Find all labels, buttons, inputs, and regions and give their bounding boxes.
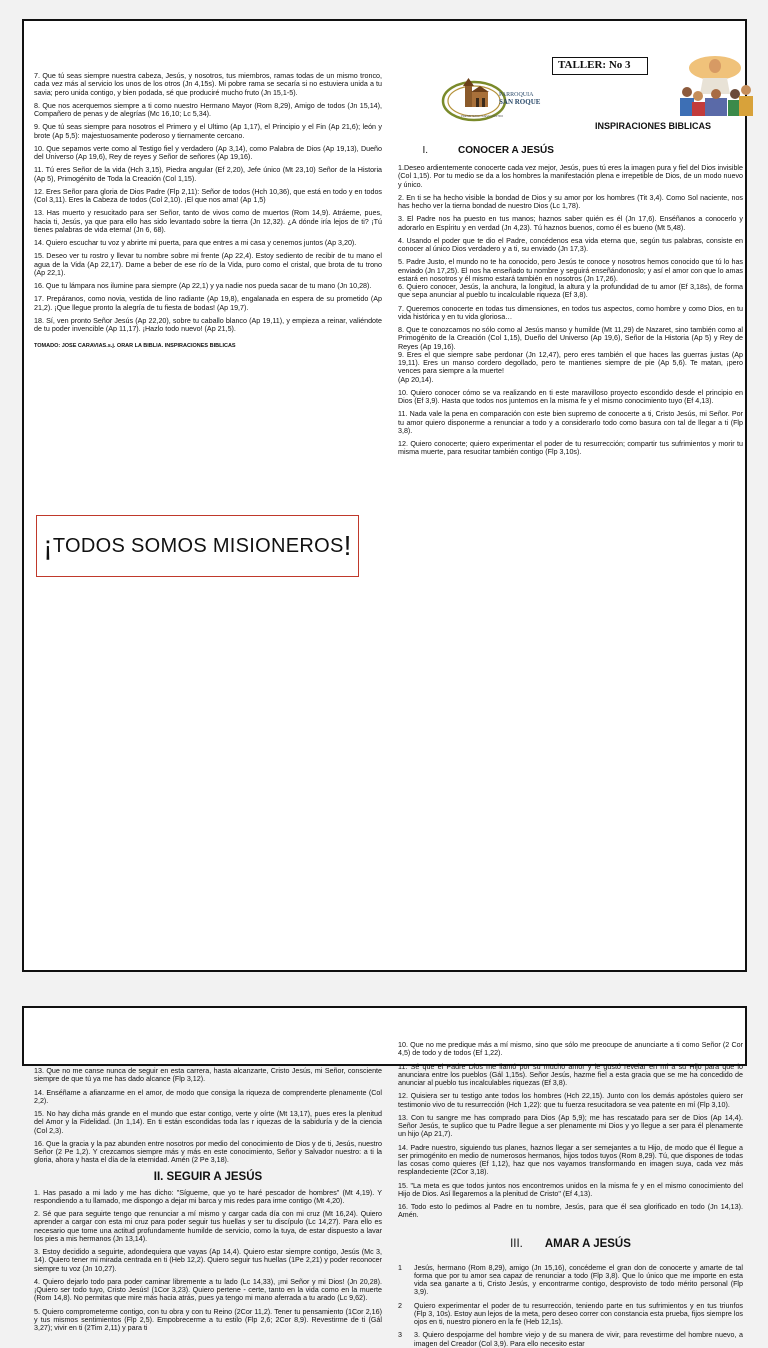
paragraph: 15. "La meta es que todos juntos nos encontremos unidos en la misma fe y en el mismo conocimiento del Hijo de Dios. Así llegaremos a la plenitud de Cristo" (Ef 4,13). (398, 1181, 743, 1198)
paragraph: 3. El Padre nos ha puesto en tus manos; haznos saber quién es él (Jn 17,6). Enséñanos a conocerlo y adorarlo en Espíritu y en verdad (Jn 4,23). Tú haznos buenos, como él es bueno (Mt 5,48). (398, 215, 743, 232)
paragraph: 7. Que tú seas siempre nuestra cabeza, Jesús, y nosotros, tus miembros, ramas todas de un mismo tronco, cada vez más al servicio los unos de los otros (Jn 4,15s). Mi pobre rama se secaría si no estuviera unida a tu savia; pero unida contigo, y bien podada, sé que produciré mucho fruto (Jn 15,1-5). (34, 72, 382, 97)
paragraph: 10. Que no me predique más a mí mismo, sino que sólo me preocupe de anunciarte a ti como Señor (2 Cor 4,5) de todo y de todos (Ef 1,22). (398, 1041, 743, 1058)
paragraph: 15. Deseo ver tu rostro y llevar tu nombre sobre mi frente (Ap 22,4). Estoy sediento de recibir de tu mano el agua de la Vida (Ap 22,17). Dame a beber de ese río de la Vida, puro como el cristal, que brota de tu trono (Ap 22,1). (34, 252, 382, 277)
list-text: Jesús, hermano (Rom 8,29), amigo (Jn 15,16), concédeme el gran don de conocerte y amarte de tal forma que por tu amor sea capaz de renunciar a todo (Flp 3,8). Que lo único que me importe en esta vida sea ganarte a ti, Cristo Jesús, y encontrarme contigo, desprovisto de todo mérito personal (Flp 3,9). (414, 1263, 743, 1297)
paragraph: 3. Estoy decidido a seguirte, adondequiera que vayas (Ap 14,4). Quiero estar siempre contigo, Jesús (Mc 3, 14). Quiero tener mi mirada centrada en ti (Heb 12,2). Quiero seguir tus huellas (1Pe 2,21) y poder reconocer siempre tu voz (Jn 10,27). (34, 1248, 382, 1273)
paragraph: 14. Quiero escuchar tu voz y abrirte mi puerta, para que entres a mi casa y cenemos juntos (Ap 3,20). (34, 239, 357, 247)
paragraph: 4. Quiero dejarlo todo para poder caminar libremente a tu lado (Lc 14,33), ¡mi Señor y mi Dios! (Jn 20,28). ¡Quiero ser todo tuyo, Cristo Jesús! (1Cor 3,23). Quiero pertene - certe, tanto en la vida como en la muerte (Rom 14,8). No permitas que mire más hacia atrás, pues ya tengo mi mano aferrada a tu arado (Lc 9,62). (34, 1277, 382, 1303)
paragraph: 4. Usando el poder que te dio el Padre, concédenos esa vida eterna que, según tus palabras, consiste en conocer al único Dios verdadero y a ti, su enviado (Jn 17,3). (398, 236, 743, 253)
list-number: 2 (398, 1301, 402, 1310)
mission-close-mark: ! (343, 530, 352, 561)
list-item (398, 1331, 743, 1348)
mission-banner (36, 515, 359, 577)
source-credit: TOMADO: JOSE CARAVIAS.s.j. ORAR LA BIBLIA. INSPIRACIONES BIBLICAS (34, 343, 236, 350)
paragraph: 10. Quiero conocer cómo se va realizando en ti este maravilloso proyecto escondido desde el principio en Dios (Ef 3,9). Hasta que todos nos juntemos en la misma fe y el mismo conocimiento tuyo (Ef 4,13). (398, 388, 743, 405)
page-2-right-column (398, 1041, 743, 1348)
paragraph: 8. Que te conozcamos no sólo como al Jesús manso y humilde (Mt 11,29) de Nazaret, sino también como al Primogénito de la Creación (Col 1,15), Dueño del Universo (Ap 19,6), Señor de la Historia (Ap 5) y Rey de Reyes (Ap 19,16). 9. Eres el que siempre sabe perdonar (Jn 12,47), pero eres también el que haces las guerras justas (Ap 19,11). Eres un manso cordero degollado, pero te mantienes siempre de pie (Ap 5,6). Te matan, ¡pero vences para siempre a la muerte! (Ap 20,14). (398, 326, 743, 384)
paragraph: 5. Quiero comprometerme contigo, con tu obra y con tu Reino (2Cor 11,2). Tener tu pensamiento (1Cor 2,16) y tus mismos sentimientos (Flp 2,5). Empobrecerme a tu estilo (Flp 2,6; 2Cor 8,9). Revestirme de ti (Gál 3,27); vivir en ti (2Tim 2,11) y para ti (34, 1307, 382, 1332)
paragraph: 11. Sé que el Padre Dios me llamó por su mucho amor y le gustó revelar en mí a su Hijo para que lo anunciara entre los pueblos (Gál 1,15s). Señor Jesús, hazme fiel a esta gracia que se me ha concedido de anunciar al pueblo tus incalculables riquezas (Ef 3,8). (398, 1062, 743, 1087)
paragraph: 2. Sé que para seguirte tengo que renunciar a mí mismo y cargar cada día con mi cruz (Mt 16,24). Quiero aprender a cargar con esta mi cruz para poder seguir tus huellas y ser tu discípulo (Lc 14,27). Para ello es necesario que tome una actitud profundamente humilde de servicio, como la tuya, de estar dispuesto a lavar los pies a mis hermanos (Jn 13,14). (34, 1210, 382, 1243)
left-paragraphs (34, 72, 382, 333)
paragraph: 11. Nada vale la pena en comparación con este bien supremo de conocerte a ti, Cristo Jesús, mi Señor. Por tu amor quiero disponerme a renunciar a todo y a considerarlo todo como basura con tal de llegar a ti (Flp 3,8). (398, 410, 743, 435)
list-number: 1 (398, 1263, 402, 1272)
paragraph: 14. Padre nuestro, siguiendo tus planes, haznos llegar a ser semejantes a tu Hijo, de modo que él llegue a ser primogénito en medio de numerosos hermanos, hijos todos tuyos (Rom 8,29). Tú, que dispones de todas las cosas como quieres (Ef 1,12), haz que nos vayamos transformando en imagen suya, cada vez más resplandeciente (2Cor 3,18). (398, 1143, 743, 1177)
page-2 (22, 1006, 747, 1348)
paragraph: 13. Que no me canse nunca de seguir en esta carrera, hasta alcanzarte, Cristo Jesús, mi Señor, consciente siempre de que tú ya me has dado alcance (Flp 3,12). (34, 1067, 382, 1084)
paragraph: 1.Deseo ardientemente conocerte cada vez mejor, Jesús, pues tú eres la imagen pura y fiel del Dios invisible (Col 1,15). Por tu medio se da a los hombres la manifestación plena e irrepetible de Dios, de un modo nuevo y único. (398, 164, 743, 189)
paragraph: 12. Quiero conocerte; quiero experimentar el poder de tu resurrección; compartir tus sufrimientos y morir tu misma muerte, para resucitar también contigo (Flp 3,10s). (398, 440, 743, 457)
paragraph: 18. Sí, ven pronto Señor Jesús (Ap 22,20), sobre tu caballo blanco (Ap 19,11), y empieza a reinar, valiéndote de tu poder invencible (Ap 11,17). ¡Hazlo todo nuevo! (Ap 21,5). (34, 316, 382, 333)
inspiraciones-heading: INSPIRACIONES BIBLICAS (595, 121, 712, 131)
paragraph: 15. No hay dicha más grande en el mundo que estar contigo, verte y oírte (Mt 13,17), pues eres la plenitud del Amor y la Fidelidad. (Jn 1,14). En ti están escondidas toda las r iquezas de la sabiduría y de la ciencia (Col 2,3). (34, 1110, 382, 1135)
paragraph: 2. En ti se ha hecho visible la bondad de Dios y su amor por los hombres (Tit 3,4). Como Sol naciente, nos has hecho ver la tierna bondad de nuestro Dios (Lc 1,78). (398, 193, 743, 210)
list-text: Quiero experimentar el poder de tu resurrección, teniendo parte en tus sufrimientos y en tus triunfos (Flp 3, 10s). Estoy aun lejos de la meta, pero deseo correr con constancia esta prueba, fijos siempre los ojos en ti, nuestro pionero en la fe (Heb 12,1s). (414, 1301, 743, 1326)
paragraph: 10. Que sepamos verte como al Testigo fiel y verdadero (Ap 3,14), como Palabra de Dios (Ap 19,13), Dueño del Universo (Ap 19,6), Rey de reyes y Señor de señores (Ap 19,16). (34, 144, 382, 161)
parish-logo (441, 76, 551, 122)
paragraph: 12. Eres Señor para gloria de Dios Padre (Flp 2,11): Señor de todos (Hch 10,36), que está en todo y en todos (Col 3,11). Eres la Cabeza de todos (Col 2,10). ¡El que nos ama! (Ap 1,5) (34, 187, 382, 204)
section-1-title: CONOCER A JESÚS (458, 145, 554, 156)
paragraph: 13. Con tu sangre me has comprado para Dios (Ap 5,9); me has rescatado para ser de Dios (Ap 14,4). Señor Jesús, te suplico que tu Padre llegue a ser plenamente mi Dios y yo llegue a ser para él plenamente un hijo (Ap 21,7). (398, 1113, 743, 1139)
paragraph: 17. Prepáranos, como novia, vestida de lino radiante (Ap 19,8), engalanada en espera de su prometido (Ap 21,2). ¡Que llegue pronto la alegría de tu fiesta de bodas! (Ap 19,7). (34, 295, 382, 312)
paragraph: 5. Padre Justo, el mundo no te ha conocido, pero Jesús te conoce y nosotros hemos conocido que tú lo has enviado (Jn 17,25). El nos ha enseñado tu nombre y seguirá enseñándonoslo; y así el amor con que lo amas estará en nosotros y él mismo estará también en nosotros (Jn 17,26). 6. Quiero conocer, Jesús, la anchura, la longitud, la altura y la profundidad de tu amor (Ef 3,18s), de forma que sepa anunciar al pueblo tu incalculable riqueza (Ef 3,8). (398, 258, 743, 300)
mission-open-mark: ¡ (43, 530, 53, 561)
taller-box: TALLER: No 3 (552, 57, 648, 75)
paragraph: 16. Que tu lámpara nos ilumine para siempre (Ap 22,1) y ya nadie nos pueda sacar de tu mano (Jn 10,28). (34, 282, 372, 290)
logo-line-3: PRESBITERIO NUEVO CENTRO (461, 114, 504, 118)
section-1-number: I. (422, 145, 428, 156)
page-1 (22, 19, 747, 972)
paragraph: 9. Que tú seas siempre para nosotros el Primero y el Ultimo (Ap 1,17), el Principio y el Fin (Ap 21,6); león y brote (Ap 5,5): majestuosamente poderoso y tiernamente cercano. (34, 123, 382, 140)
section-3-heading (398, 1238, 743, 1250)
logo-line-1: PARROQUIA (499, 92, 534, 98)
list-item (398, 1264, 743, 1297)
paragraph: 16. Todo esto lo pedimos al Padre en tu nombre, Jesús, para que él sea glorificado en todo (Jn 14,13). Amén. (398, 1203, 743, 1220)
people-illustration (675, 54, 757, 118)
paragraph: 16. Que la gracia y la paz abunden entre nosotros por medio del conocimiento de Dios y de ti, Jesús, nuestro Señor (2 Pe 1,2). Y crezcamos siempre más y más en este conocimiento, Señor y Salvador nuestro: a ti la gloria, ahora y hasta el día de la eternidad. Amén (2 Pe 3,18). (34, 1139, 382, 1165)
paragraph: 12. Quisiera ser tu testigo ante todos los hombres (Hch 22,15). Junto con los demás apóstoles quiero ser testimonio vivo de tu resurrección (Hch 1,22): que tu fuerza resucitadora se vea patente en mí (Flp 3,10). (398, 1092, 743, 1109)
paragraph: 8. Que nos acerquemos siempre a ti como nuestro Hermano Mayor (Rom 8,29), Amigo de todos (Jn 15,14), Compañero de penas y de alegrías (Mc 16,10; Lc 5,34). (34, 101, 382, 118)
mission-text: TODOS SOMOS MISIONEROS (52, 534, 344, 557)
list-item (398, 1302, 743, 1327)
section-1-heading (398, 145, 743, 156)
list-number: 3 (398, 1331, 402, 1340)
section-3-title: AMAR A JESÚS (544, 1237, 631, 1250)
paragraph: 1. Has pasado a mi lado y me has dicho: "Sígueme, que yo te haré pescador de hombres" (Mt 4,19). Y respondiendo a tu llamado, me dispongo a dejar mi barca y mis redes para irme contigo (Mt 4,20). (34, 1188, 382, 1205)
list-text: 3. Quiero despojarme del hombre viejo y de su manera de vivir, para revestirme del hombre nuevo, a imagen del Creador (Col 3,9). Para ello necesito estar (414, 1331, 743, 1348)
paragraph: 14. Enséñame a afianzarme en el amor, de modo que consiga la riqueza de comprenderte plenamente (Col 2,2). (34, 1088, 382, 1105)
paragraph: 7. Queremos conocerte en todas tus dimensiones, en todos tus aspectos, como hombre y como Dios, en tu vida histórica y en tu vida gloriosa… (398, 304, 743, 321)
section-2-title: II. SEGUIR A JESÚS (153, 1170, 263, 1183)
paragraph: 11. Tú eres Señor de la vida (Hch 3,15), Piedra angular (Ef 2,20), Jefe único (Mt 23,10) Señor de la Historia (Ap 5), Primogénito de Toda la Creación (Col 1,15). (34, 166, 382, 183)
logo-line-2: SAN ROQUE (499, 98, 541, 106)
paragraph: 13. Has muerto y resucitado para ser Señor, tanto de vivos como de muertos (Rom 14,9). Atráeme, pues, hacia ti, Jesús, ya que para ello has sido levantado sobre la tierra (Jn 12,32). ¿A dónde iría lejos de ti? ¡Tú tienes palabras de vida eterna! (Jn 6, 68). (34, 209, 382, 234)
page-1-right-column (398, 141, 743, 970)
section-3-number: III. (510, 1237, 523, 1250)
